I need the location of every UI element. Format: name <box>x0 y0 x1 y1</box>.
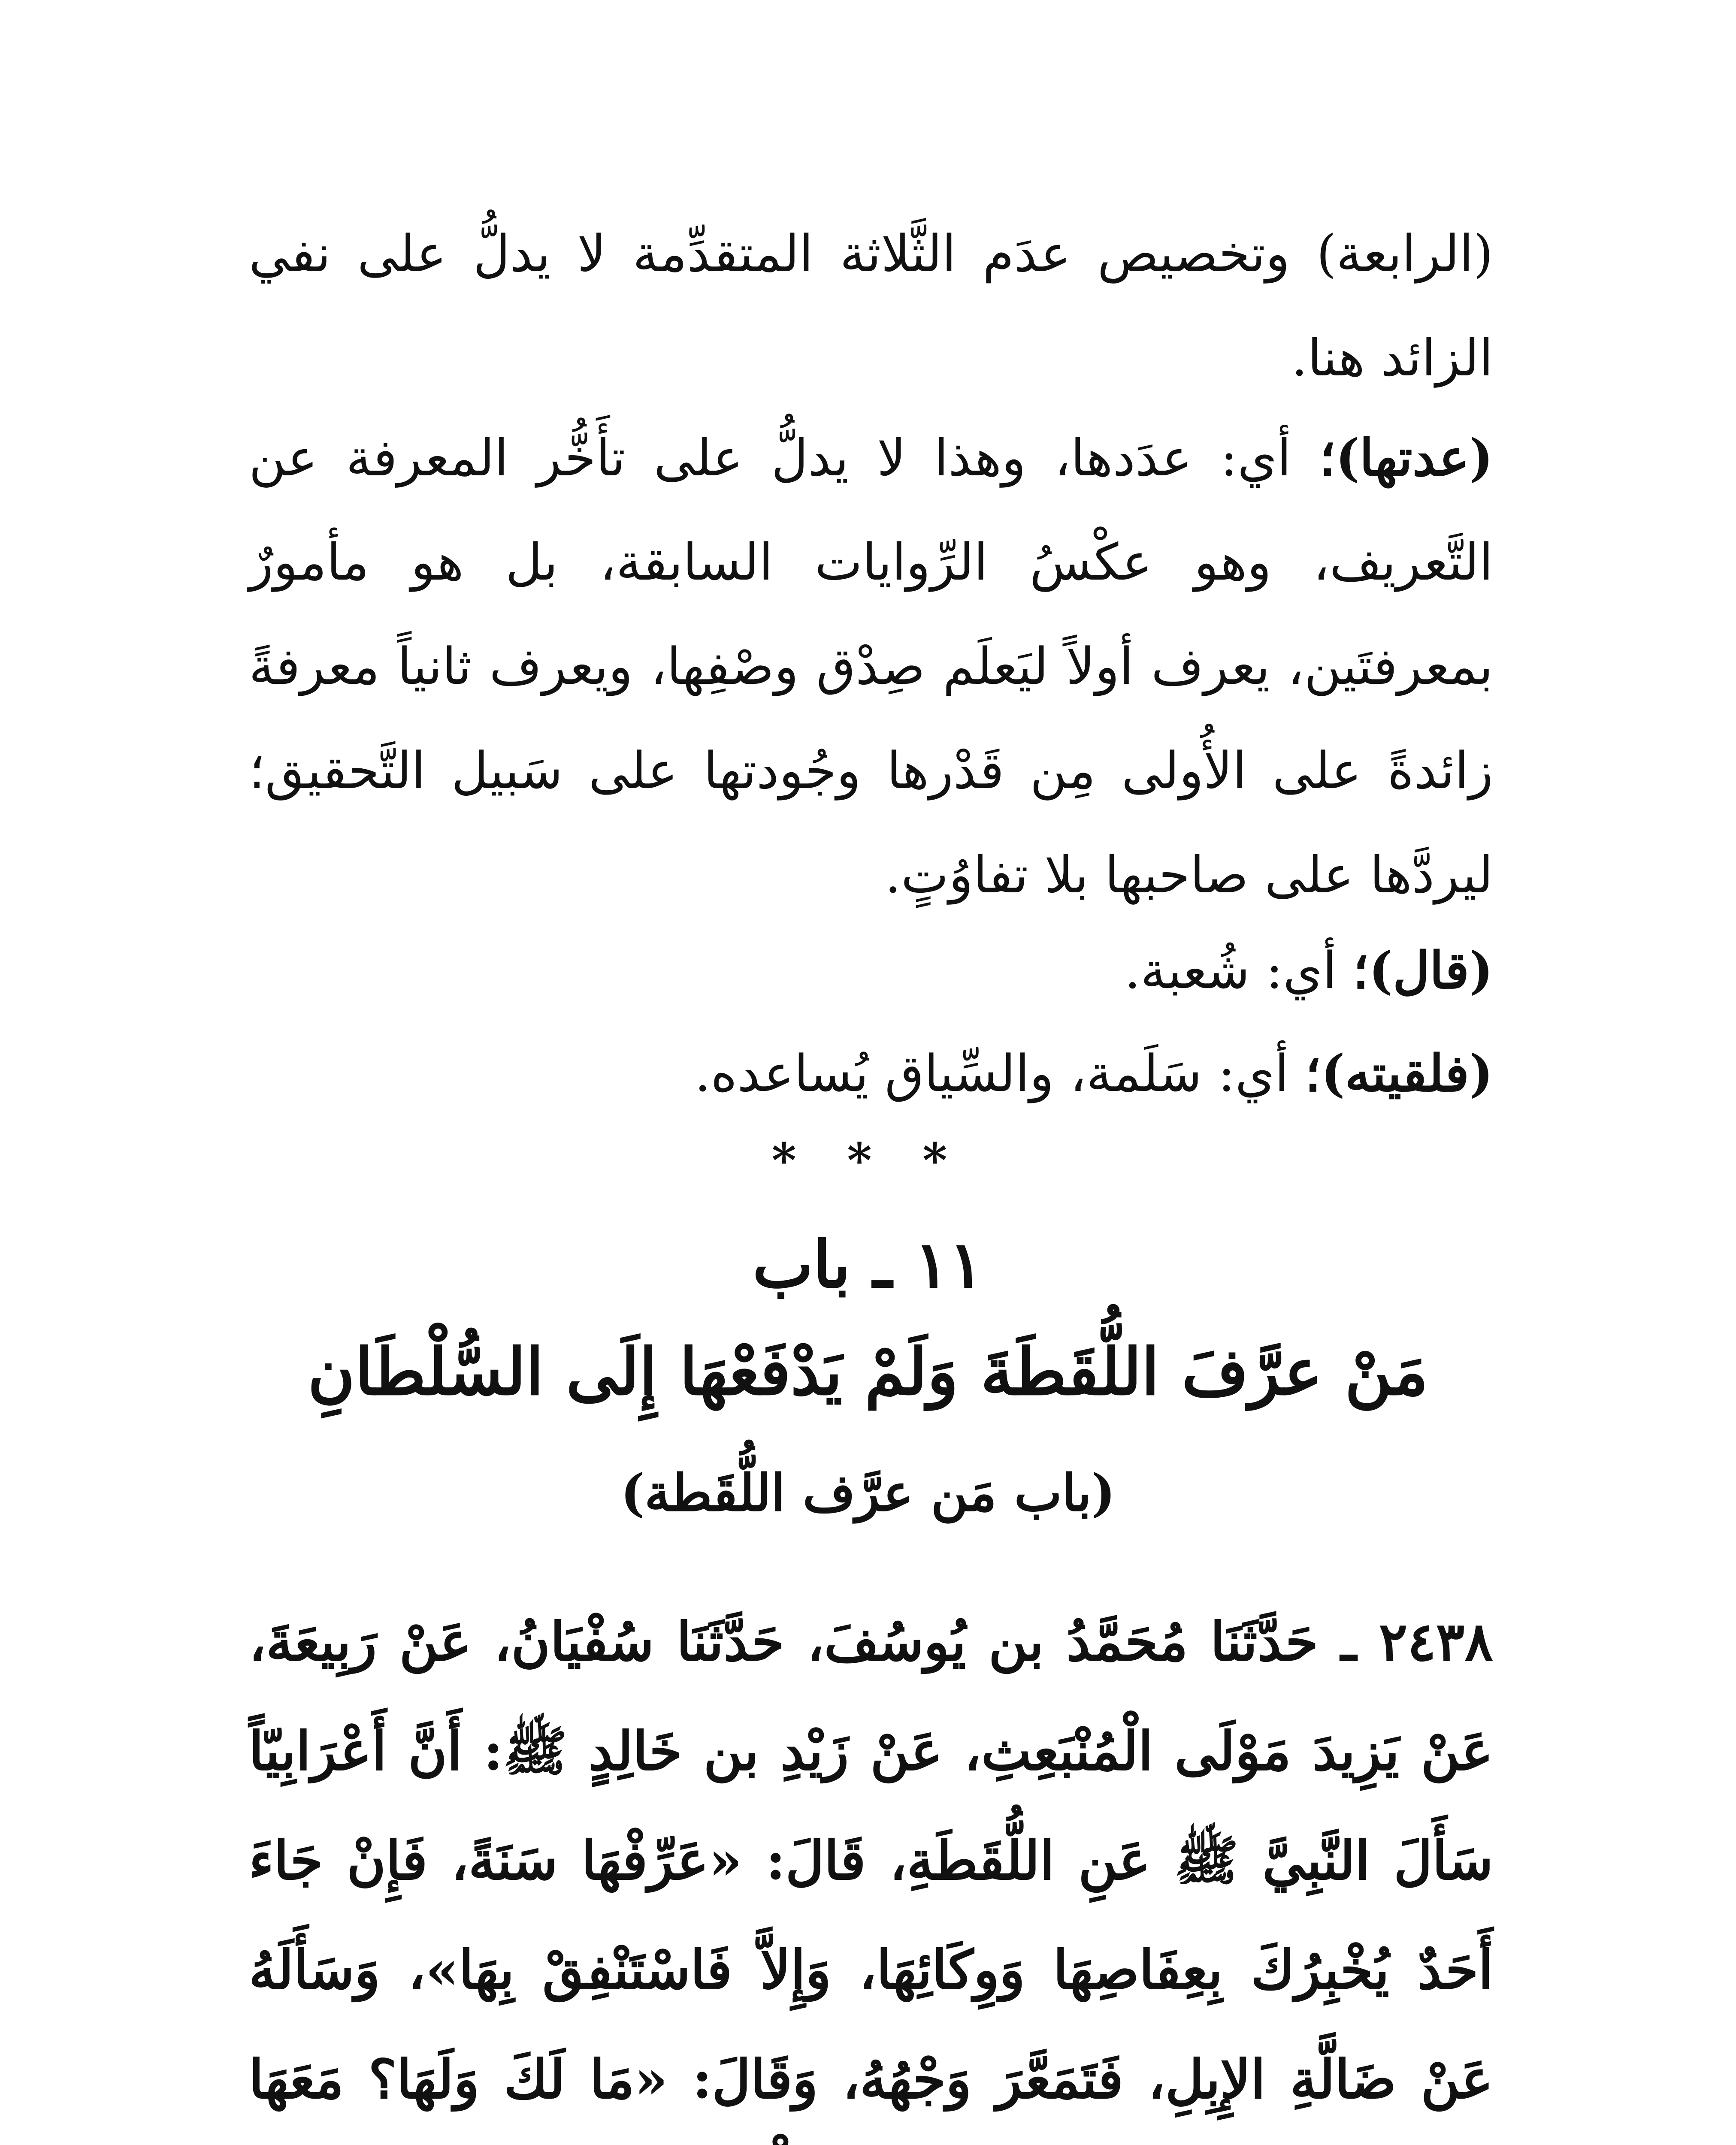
commentary-paragraph-rabia <box>249 202 1493 410</box>
commentary-text-iddatuha: أي: عدَدها، وهذا لا يدلُّ على تأَخُّر المعرفة عن التَّعريف، وهو عكْسُ الرِّوايات السابقة، بل هو مأمورٌ بمعرفتَين، يعرف أولاً ليَعلَم صِدْق وصْفِها، ويعرف ثانياً معرفةً زائدةً على الأُولى مِن قَدْرها وجُودتها على سَبيل التَّحقيق؛ ليردَّها على صاحبها بلا تفاوُتٍ. <box>249 428 1493 904</box>
commentary-paragraph-falaqituh <box>249 1021 1493 1126</box>
section-separator: * * * <box>771 1133 965 1188</box>
chapter-subtitle: (باب مَن عرَّف اللُّقَطة) <box>620 1463 1116 1523</box>
hadith-text: ٢٤٣٨ ـ حَدَّثَنَا مُحَمَّدُ بن يُوسُفَ، حَدَّثَنَا سُفْيَانُ، عَنْ رَبِيعَةَ، عَنْ يَزِيدَ مَوْلَى الْمُنْبَعِثِ، عَنْ زَيْدِ بن خَالِدٍ ﷺ: أَنَّ أَعْرَابِيّاً سَأَلَ النَّبِيَّ ﷺ عَنِ اللُّقَطَةِ، قَالَ: «عَرِّفْهَا سَنَةً، فَإِنْ جَاءَ أَحَدٌ يُخْبِرُكَ بِعِفَاصِهَا وَوِكَائِهَا، وَإِلاَّ فَاسْتَنْفِقْ بِهَا»، وَسَأَلَهُ عَنْ ضَالَّةِ الإِبِلِ، فَتَمَعَّرَ وَجْهُهُ، وَقَالَ: «مَا لَكَ وَلَهَا؟ مَعَهَا <box>249 1611 1493 2111</box>
chapter-title: مَنْ عرَّفَ اللُّقَطَةَ وَلَمْ يَدْفَعْهَا إِلَى السُّلْطَانِ <box>308 1334 1428 1410</box>
commentary-text-qala: أي: شُعبة. <box>1124 941 1353 1000</box>
commentary-text-falaqituh: أي: سَلَمة، والسِّياق يُساعده. <box>694 1044 1305 1103</box>
commentary-paragraph-rabia-text: (الرابعة) وتخصيص عدَم الثَّلاثة المتقدِّمة لا يدلُّ على نفي الزائد هنا. <box>249 224 1493 387</box>
chapter-number: ١١ ـ باب <box>752 1227 984 1302</box>
commentary-label-iddatuha: (عدتها)؛ <box>1319 428 1493 487</box>
commentary-paragraph-qala <box>249 918 1493 1023</box>
commentary-label-falaqituh: (فلقيته)؛ <box>1305 1043 1493 1103</box>
commentary-label-qala: (قال)؛ <box>1352 940 1493 1000</box>
commentary-paragraph-iddatuha <box>249 405 1493 927</box>
